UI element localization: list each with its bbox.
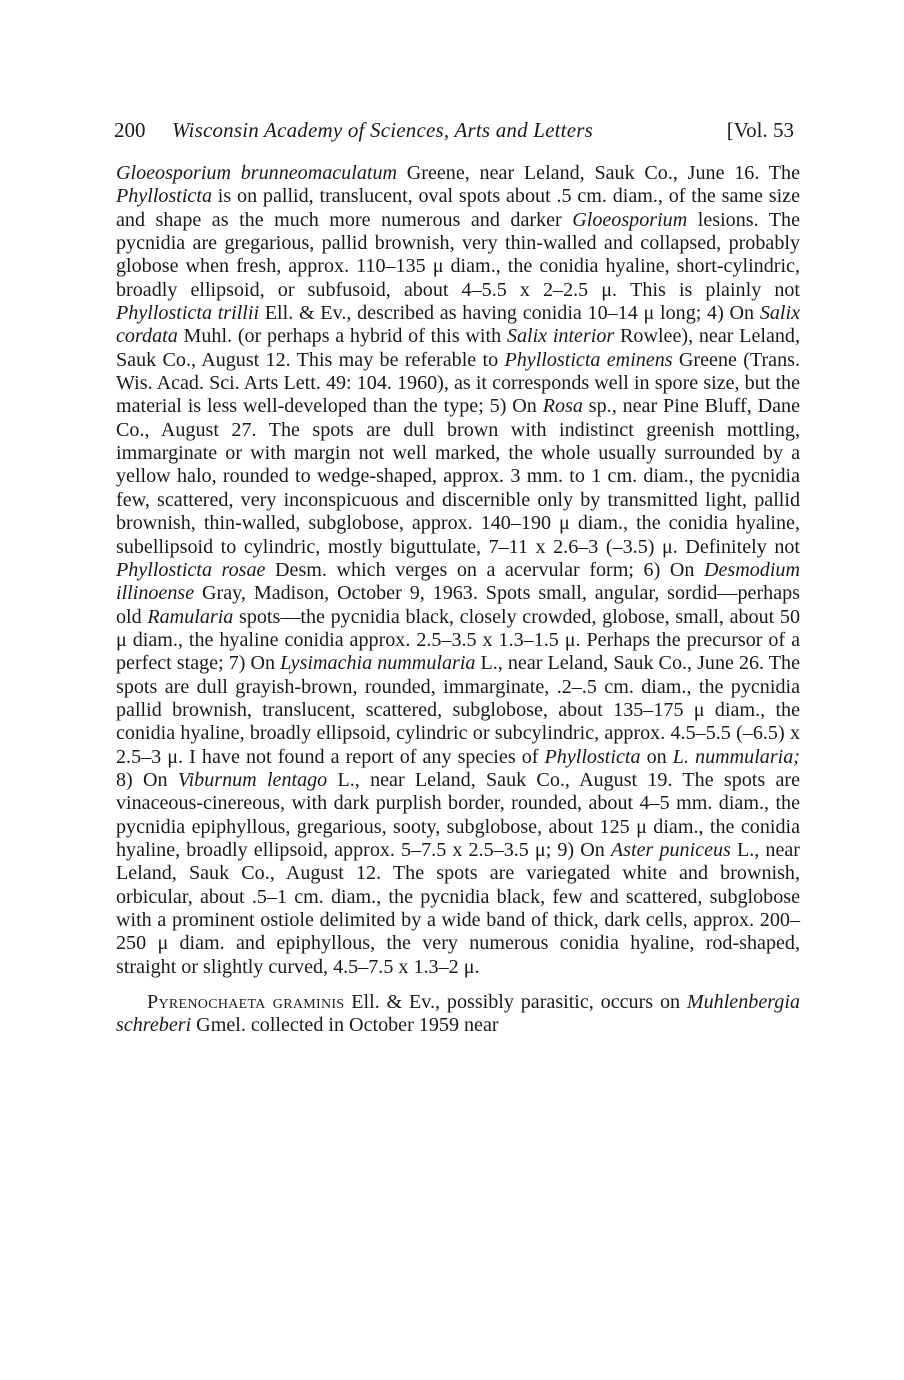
text-run: Desm. which verges on a acervular form; 6) On [265, 558, 704, 581]
text-run: 8) On [116, 768, 178, 791]
taxon-name: Rosa [542, 395, 583, 418]
paragraph-continued [116, 162, 800, 979]
taxon-name: Desmodium illinoense [116, 558, 800, 605]
text-run: Muhl. (or perhaps a hybrid of this with [177, 325, 507, 348]
taxon-name: Lysimachia nummularia [280, 652, 476, 675]
page-number: 200 [114, 118, 146, 142]
text-run: Greene, near Leland, Sauk Co., June 16. The [397, 162, 800, 184]
text-run: L., near Leland, Sauk Co., June 26. The spots are dull grayish-brown, rounded, immarginate, .2–.5 cm. diam., the pycnidia pallid brownish, translucent, scattered, subglobose, about 135–175 μ diam., the conidia hyaline, broadly ellipsoid, cylindric or subcylindric, approx. 4.5–5.5 (–6.5) x 2.5–3 μ. I have not found a report of any species of [116, 652, 801, 768]
text-run: Rowlee), near Leland, Sauk Co., August 12. This may be referable to [116, 325, 800, 371]
taxon-name: Phyllosticta rosae [116, 558, 266, 581]
journal-title: Wisconsin Academy of Sciences, Arts and Letters [172, 118, 593, 142]
text-run: on [640, 745, 673, 768]
taxon-name: Aster puniceus [610, 838, 731, 861]
taxon-name: Phyllosticta trillii [116, 302, 260, 325]
text-run: Gmel. collected in October 1959 near [191, 1014, 499, 1037]
taxon-name: Salix interior [506, 325, 615, 348]
genus-heading: Pyrenochaeta graminis [147, 991, 345, 1014]
text-run: Ell. & Ev., described as having conidia 10–14 μ long; 4) On [259, 302, 760, 325]
taxon-name: Muhlenbergia schreberi [116, 991, 800, 1037]
text-run: spots—the pycnidia black, closely crowded, globose, small, about 50 μ diam., the hyaline conidia approx. 2.5–3.5 x 1.3–1.5 μ. Perhaps the precursor of a perfect stage; 7) On [116, 605, 801, 675]
taxon-name: Gloeosporium [572, 208, 688, 231]
text-run: Ell. & Ev., possibly parasitic, occurs on [344, 991, 687, 1014]
taxon-name: Phyllosticta [544, 745, 641, 768]
text-run: lesions. The pycnidia are gregarious, pallid brownish, very thin-walled and collapsed, probably globose when fresh, approx. 110–135 μ diam., the conidia hyaline, short-cylindric, broadly ellipsoid, or subfusoid, about 4–5.5 x 2–2.5 μ. This is plainly not [116, 208, 800, 301]
taxon-name: Phyllosticta [116, 185, 212, 208]
text-run: is on pallid, translucent, oval spots about .5 cm. diam., of the same size and shape as the much more numerous and darker [116, 185, 800, 231]
text-run: Greene (Trans. Wis. Acad. Sci. Arts Lett. 49: 104. 1960), as it corresponds well in spore size, but the material is less well-developed than the type; 5) On [116, 348, 800, 418]
body-text [116, 162, 800, 1038]
taxon-name: Viburnum lentago [177, 768, 328, 791]
volume-label: [Vol. 53 [726, 118, 794, 142]
text-run: sp., near Pine Bluff, Dane Co., August 27. The spots are dull brown with indistinct greenish mottling, immarginate or with margin not well marked, the whole usually surrounded by a yellow halo, rounded to wedge-shaped, approx. 3 mm. to 1 cm. diam., the pycnidia few, scattered, very inconspicuous and discernible only by transmitted light, pallid brownish, thin-walled, subglobose, approx. 140–190 μ diam., the conidia hyaline, subellipsoid to cylindric, mostly biguttulate, 7–11 x 2.6–3 (–3.5) μ. Definitely not [116, 395, 800, 558]
paragraph-pyrenochaeta [116, 991, 800, 1038]
taxon-name: Salix cordata [116, 302, 800, 348]
taxon-name: Gloeosporium brunneomaculatum [116, 162, 398, 184]
taxon-name: Phyllosticta eminens [504, 348, 673, 371]
text-run: L., near Leland, Sauk Co., August 19. The spots are vinaceous-cinereous, with dark purplish border, rounded, about 4–5 mm. diam., the pycnidia epiphyllous, gregarious, sooty, subglobose, about 125 μ diam., the conidia hyaline, broadly ellipsoid, approx. 5–7.5 x 2.5–3.5 μ; 9) On [116, 768, 800, 861]
running-head [114, 116, 794, 144]
text-run: L., near Leland, Sauk Co., August 12. The spots are variegated white and brownish, orbicular, about .5–1 cm. diam., the pycnidia black, few and scattered, subglobose with a prominent ostiole delimited by a wide band of thick, dark cells, approx. 200–250 μ diam. and epiphyllous, the very numerous conidia hyaline, rod-shaped, straight or slightly curved, 4.5–7.5 x 1.3–2 μ. [116, 838, 800, 978]
taxon-name: Ramularia [147, 605, 234, 628]
text-run: Gray, Madison, October 9, 1963. Spots small, angular, sordid—perhaps old [116, 582, 800, 628]
taxon-name: L. nummularia; [672, 745, 800, 768]
